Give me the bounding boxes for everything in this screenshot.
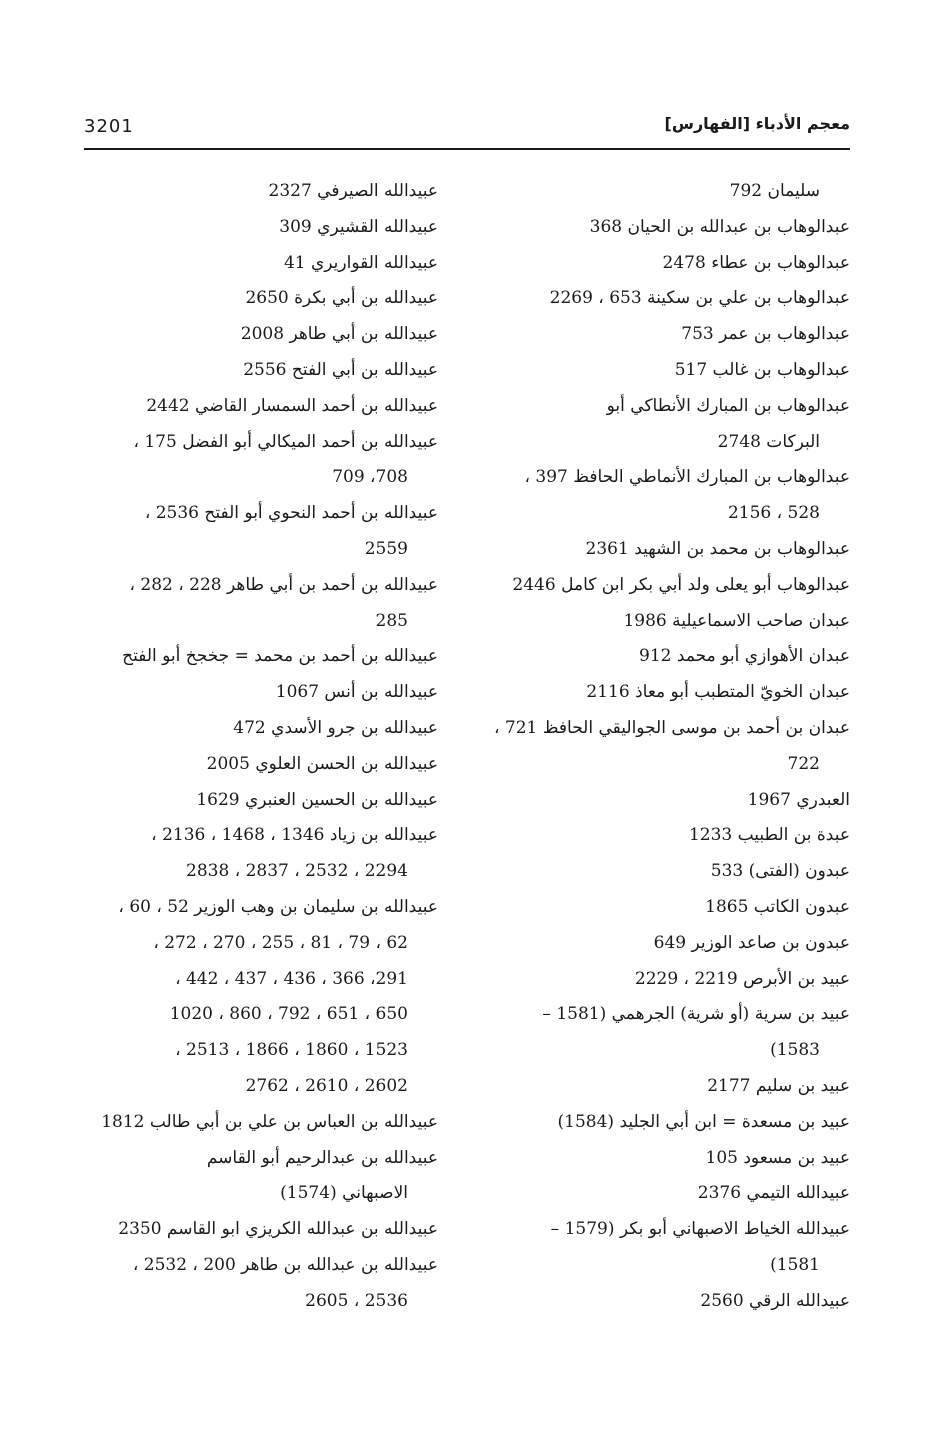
index-entry-line: عبدالوهاب بن علي بن سكينة 653 ، 2269 [549, 288, 850, 309]
index-entry-line: عبدالوهاب بن غالب 517 [674, 359, 850, 380]
index-entry-line: 722 [787, 753, 820, 774]
index-entry-line: عبدالوهاب أبو يعلى ولد أبي بكر ابن كامل 2446 [512, 574, 850, 595]
index-entry-line: 1581) [770, 1254, 820, 1275]
index-entry-line: عبيدالله بن زياد 1346 ، 1468 ، 2136 ، [151, 825, 438, 846]
book-title: معجم الأدباء [الفهارس] [664, 114, 850, 133]
index-entry-line: عبيدالله بن عبدالرحيم أبو القاسم [206, 1147, 438, 1168]
index-entry-line: عبيد بن مسعدة = ابن أبي الجليد (1584) [557, 1111, 850, 1132]
page-header [84, 112, 850, 150]
index-entry-line: 2559 [364, 538, 408, 559]
index-entry-line: عبدة بن الطبيب 1233 [688, 825, 850, 846]
index-entry-line: عبيدالله القواريري 41 [283, 252, 438, 273]
index-entry-line: عبيد بن مسعود 105 [705, 1147, 850, 1168]
index-entry-line: الاصبهاني (1574) [280, 1183, 408, 1204]
index-entry-line: عبدالوهاب بن عبدالله بن الحيان 368 [589, 216, 850, 237]
index-entry-line: عبيد بن الأبرص 2219 ، 2229 [634, 968, 850, 989]
index-entry-line: عبيدالله بن أبي الفتح 2556 [243, 359, 438, 380]
index-entry-line: 1523 ، 1860 ، 1866 ، 2513 ، [175, 1040, 408, 1061]
index-entry-line: عبيدالله التيمي 2376 [697, 1183, 850, 1204]
index-entry-line: 2536 ، 2605 [305, 1290, 408, 1311]
index-entry-line: عبدان الخويّ المتطبب أبو معاذ 2116 [586, 682, 850, 703]
index-column-right [488, 174, 850, 1320]
index-entry-line: 1583) [770, 1040, 820, 1061]
index-entry-line: عبيدالله بن أحمد بن محمد = جخجخ أبو الفتح [122, 646, 438, 667]
index-entry-line: عبيدالله بن أبي طاهر 2008 [240, 324, 438, 345]
index-entry-line: 650 ، 651 ، 792 ، 860 ، 1020 [169, 1004, 408, 1025]
index-entry-line: البركات 2748 [717, 431, 820, 452]
index-entry-line: عبدالوهاب بن محمد بن الشهيد 2361 [585, 538, 850, 559]
index-entry-line: عبدون (الفتى) 533 [710, 861, 850, 882]
index-entry-line: عبيدالله بن أبي بكرة 2650 [245, 288, 438, 309]
index-entry-line: 291، 366 ، 436 ، 437 ، 442 ، [175, 968, 408, 989]
index-entry-line: عبيدالله القشيري 309 [279, 216, 438, 237]
index-entry-line: عبدان الأهوازي أبو محمد 912 [639, 646, 850, 667]
index-entry-line: 62 ، 79 ، 81 ، 255 ، 270 ، 272 ، [153, 932, 408, 953]
index-entry-line: عبيدالله الصيرفي 2327 [268, 181, 438, 201]
index-entry-line: عبيدالله بن أحمد بن أبي طاهر 228 ، 282 ، [129, 574, 438, 595]
index-entry-line: عبيدالله بن أحمد السمسار القاضي 2442 [146, 395, 438, 416]
index-entry-line: عبيد بن سرية (أو شرية) الجرهمي (1581 – [542, 1004, 850, 1025]
index-entry-line: 708، 709 [332, 467, 408, 488]
index-entry-line: عبيدالله بن العباس بن علي بن أبي طالب 1812 [101, 1111, 438, 1132]
index-entry-line: عبيدالله بن سليمان بن وهب الوزير 52 ، 60 ، [118, 896, 438, 917]
index-entry-line: عبيدالله بن أحمد النحوي أبو الفتح 2536 ، [144, 503, 438, 524]
index-entry-line: عبدان بن أحمد بن موسى الجواليقي الحافظ 721 ، [494, 717, 850, 738]
index-entry-line: عبيدالله بن الحسين العنبري 1629 [196, 789, 438, 810]
index-entry-line: عبيدالله الخياط الاصبهاني أبو بكر (1579 – [550, 1219, 850, 1240]
page-number: 3201 [84, 116, 134, 137]
index-entry-line: 2602 ، 2610 ، 2762 [245, 1075, 408, 1096]
index-entry-line: عبيدالله بن أنس 1067 [275, 682, 438, 703]
index-entry-line: 528 ، 2156 [727, 503, 820, 524]
index-entry-line: عبيدالله بن الحسن العلوي 2005 [206, 753, 438, 774]
index-entry-line: عبيدالله بن أحمد الميكالي أبو الفضل 175 ، [133, 431, 438, 452]
index-entry-line: عبيدالله بن عبدالله بن طاهر 200 ، 2532 ، [132, 1254, 438, 1275]
index-entry-line: 285 [375, 610, 408, 631]
index-entry-line: العبدري 1967 [747, 789, 850, 810]
index-entry-line: عبيدالله الرقي 2560 [700, 1290, 850, 1311]
index-entry-line: سليمان 792 [729, 181, 820, 201]
index-entry-line: عبدالوهاب بن المبارك الأنماطي الحافظ 397 ، [524, 467, 850, 488]
index-entry-line: عبدان صاحب الاسماعيلية 1986 [623, 610, 850, 631]
index-entry-line: عبدالوهاب بن عمر 753 [681, 324, 850, 345]
index-entry-line: عبيدالله بن عبدالله الكريزي ابو القاسم 2350 [118, 1219, 438, 1240]
index-entry-line: عبدون بن صاعد الوزير 649 [653, 932, 850, 953]
index-entry-line: 2294 ، 2532 ، 2837 ، 2838 [186, 861, 408, 882]
index-entry-line: عبيدالله بن جرو الأسدي 472 [233, 717, 438, 738]
index-entry-line: عبدالوهاب بن المبارك الأنطاكي أبو [606, 395, 850, 416]
index-entry-line: عبدون الكاتب 1865 [705, 896, 850, 917]
index-entry-line: عبيد بن سليم 2177 [707, 1075, 850, 1096]
index-entry-line: عبدالوهاب بن عطاء 2478 [662, 252, 850, 273]
index-column-left [80, 174, 438, 1320]
